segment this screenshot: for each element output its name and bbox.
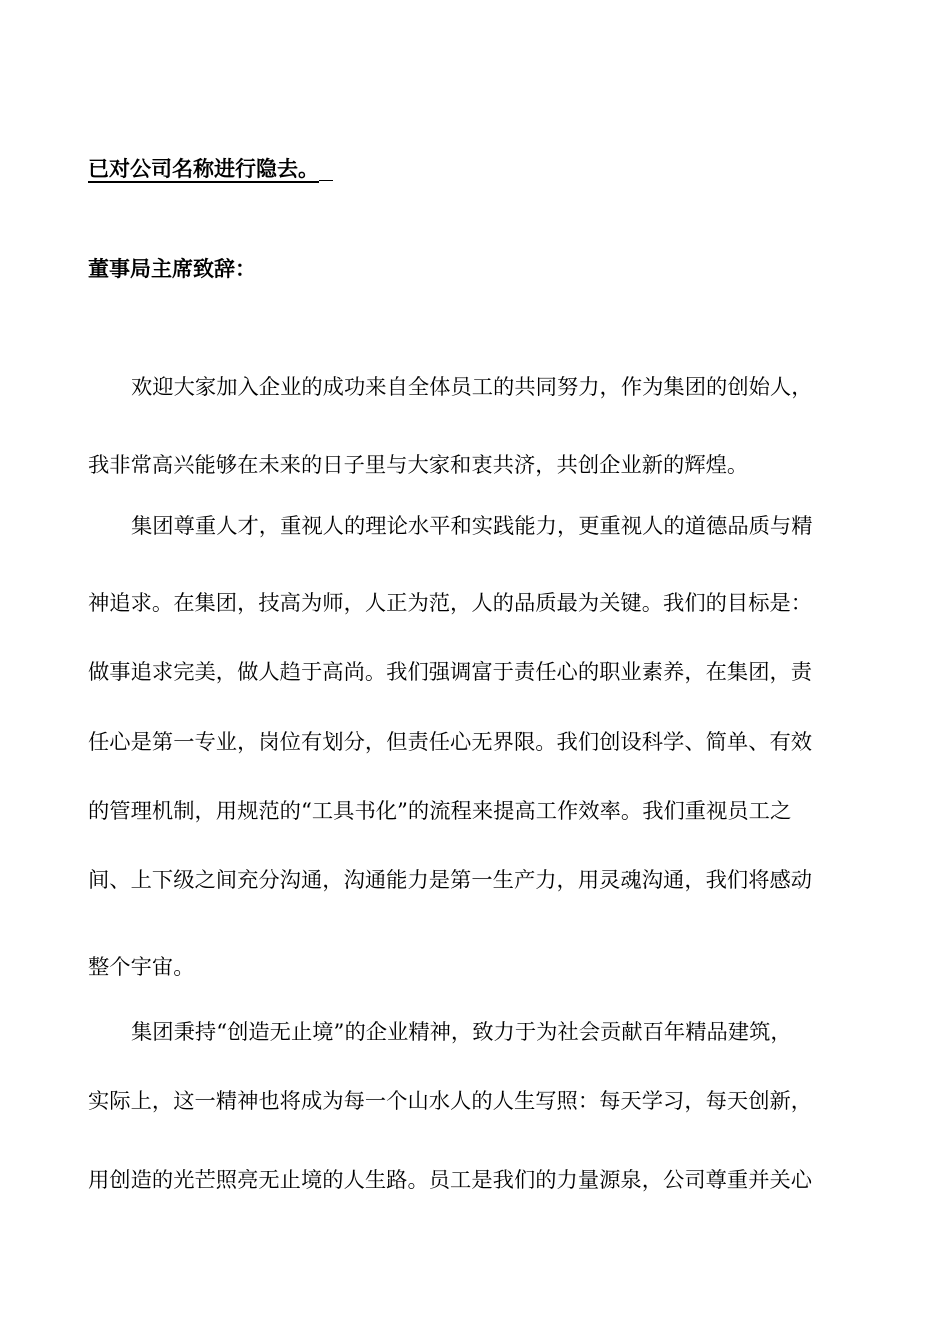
paragraph-line: 实际上，这一精神也将成为每一个山水人的人生写照：每天学习，每天创新，	[88, 1089, 813, 1114]
paragraph-line: 欢迎大家加入企业的成功来自全体员工的共同努力，作为集团的创始人，	[131, 375, 813, 400]
paragraph-line: 我非常高兴能够在未来的日子里与大家和衷共济，共创企业新的辉煌。	[88, 453, 749, 478]
paragraph-line: 做事追求完美，做人趋于高尚。我们强调富于责任心的职业素养，在集团，责	[88, 660, 813, 685]
paragraph-line: 用创造的光芒照亮无止境的人生路。员工是我们的力量源泉，公司尊重并关心	[88, 1168, 813, 1193]
redaction-notice: 已对公司名称进行隐去。	[88, 152, 333, 186]
paragraph-line: 任心是第一专业，岗位有划分，但责任心无界限。我们创设科学、简单、有效	[88, 730, 813, 755]
paragraph-line: 整个宇宙。	[88, 955, 195, 980]
paragraph-line: 神追求。在集团，技高为师，人正为范，人的品质最为关键。我们的目标是：	[88, 591, 813, 616]
section-heading: 董事局主席致辞：	[88, 257, 256, 281]
paragraph-line: 间、上下级之间充分沟通，沟通能力是第一生产力，用灵魂沟通，我们将感动	[88, 868, 813, 893]
paragraph-line: 的管理机制，用规范的“工具书化”的流程来提高工作效率。我们重视员工之	[88, 799, 792, 824]
paragraph-line: 集团尊重人才，重视人的理论水平和实践能力，更重视人的道德品质与精	[131, 514, 813, 539]
paragraph-line: 集团秉持“创造无止境”的企业精神，致力于为社会贡献百年精品建筑，	[131, 1020, 792, 1045]
